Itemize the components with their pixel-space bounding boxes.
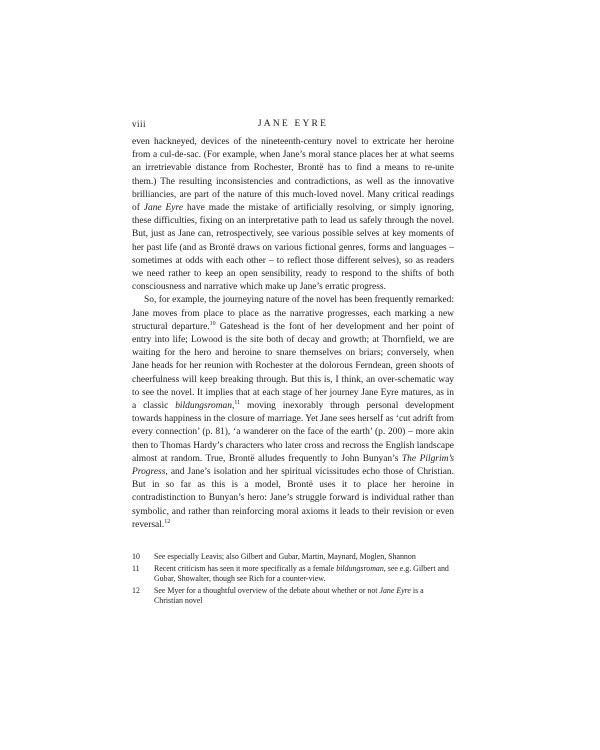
paragraph-1-text-a: even hackneyed, devices of the nineteenth-century novel to extricate her heroine from a cul-de-sac. (For example, when Jane’s moral stance places her at what seems an irretrievable distance from Rochester, Brontë has to find a means to re-unite them.) The resulting inconsistencies and contradictions, as well as the innovative brilliancies, are part of the nature of this much-loved novel. Many critical readings of (132, 137, 454, 214)
paragraph-2-text-d: , and Jane’s isolation and her spiritual vicissitudes echo those of Christian. But in so far as this is a model, Brontë uses it to place her heroine in contradistinction to Bunyan’s hero: Jane’s struggle forward is individual rather than symbolic, and rather than reinforcing moral axioms it leads to their revision or even reversal. (132, 467, 454, 530)
footnote-11 (132, 564, 454, 585)
paragraph-2-text-c: moving inexorably through personal development towards happiness in the closure of marriage. Yet Jane sees herself as ‘cut adrift from every connection’ (p. 81), ‘a wanderer on the face of the earth’ (p. 200) – more akin then to Thomas Hardy’s characters who later cross and recross the English landscape almost at random. True, Brontë alludes frequently to John Bunyan’s (132, 401, 454, 464)
footnote-text: See especially Leavis; also Gilbert and Gubar, Martin, Maynard, Moglen, Shannon (154, 552, 416, 561)
paragraph-2: So, for example, the journeying nature of the novel has been frequently remarked: Jane moves from place to place as the narrative progresses, each marking a new structural departure.$^{10}$ Gateshead is the font of her development and her point of entry into life; Lowood is the site both of decay and growth; at Thornfield, we are waiting for the hero and heroine to snare themselves on briars; conversely, when Jane heads for her reunion with Rochester at the dolorous Ferndean, green shoots of cheerfulness will keep breaking through. But this is, I think, an over-schematic way to see the novel. It implies that at each stage of her journey Jane Eyre matures, as in a classic bildungsroman,$^{11}$ moving inexorably through personal development towards happiness in the closure of marriage. Yet Jane sees herself as ‘cut adrift from every connection’ (p. 81), ‘a wanderer on the face of the earth’ (p. 200) – more akin then to Thomas Hardy’s characters who later cross and recross the English landscape almost at random. True, Brontë alludes frequently to John Bunyan’s The Pilgrim’s Progress, and Jane’s isolation and her spiritual vicissitudes echo those of Christian. But in so far as this is a model, Brontë uses it to place her heroine in contradistinction to Bunyan’s hero: Jane’s struggle forward is individual rather than symbolic, and rather than reinforcing moral axioms it leads to their revision or even reversal.$^{12}$ (132, 295, 455, 530)
pilgrims-progress-title: The Pilgrim’s Progress (132, 453, 455, 478)
footnote-text (154, 586, 454, 607)
footnote-ref-12[interactable]: 12 (164, 518, 171, 525)
paragraph-2-text-a: So, for example, the journeying nature of the novel has been frequently remarked: Jane moves from place to place as the narrative progresses, each marking a new structural departure. (132, 295, 454, 332)
footnote-text-b: , see e.g. Gilbert and Gubar, Showalter, though see Rich for a counter-view. (154, 563, 449, 584)
running-head: JANE EYRE (257, 119, 329, 129)
page-number: viii (132, 119, 147, 129)
footnote-number: 11 (132, 563, 140, 573)
footnote-text-a: See Myer for a thoughtful overview of the debate about whether or not (154, 585, 380, 595)
footnote-12 (132, 586, 454, 607)
page-header (132, 119, 454, 135)
jane-eyre-title: Jane Eyre (143, 203, 184, 214)
footnote-ref-11[interactable]: 11 (234, 399, 241, 406)
footnote-number: 10 (132, 552, 140, 561)
footnote-term: bildungsroman (336, 563, 384, 573)
footnote-ref-10[interactable]: 10 (209, 320, 216, 327)
paragraph-1 (132, 136, 454, 294)
footnote-text-b: is a Christian novel (154, 585, 424, 606)
footnote-title: Jane Eyre (379, 585, 411, 595)
footnote-number: 12 (132, 585, 140, 595)
footnotes (132, 552, 454, 608)
paragraph-1-text-b: have made the mistake of artificially resolving, or simply ignoring, these difficulties, fixing on an interpretative path to lead us safely through the novel. But, just as Jane can, retrospectively, see various possible selves at key moments of her past life (and as Brontë draws on various fictional genres, forms and languages – sometimes at odds with each other – to reflect those different selves), so as readers we need rather to keep an open sensibility, ready to respond to the shifts of both consciousness and narrative which make up Jane’s erratic progress. (132, 203, 454, 293)
footnote-text-a: Recent criticism has seen it more specifically as a female (154, 563, 337, 573)
bildungsroman-term: bildungsroman (175, 401, 232, 412)
footnote-text (154, 564, 454, 585)
paragraph-2-text-b: Gateshead is the font of her development and her point of entry into life; Lowood is the site both of decay and growth; at Thornfield, we are waiting for the hero and heroine to snare themselves on briars; conversely, when Jane heads for her reunion with Rochester at the dolorous Ferndean, green shoots of cheerfulness will keep breaking through. But this is, I think, an over-schematic way to see the novel. It implies that at each stage of her journey Jane Eyre matures, as in a classic (132, 321, 454, 412)
main-text (132, 136, 454, 532)
footnote-10 (132, 552, 454, 563)
